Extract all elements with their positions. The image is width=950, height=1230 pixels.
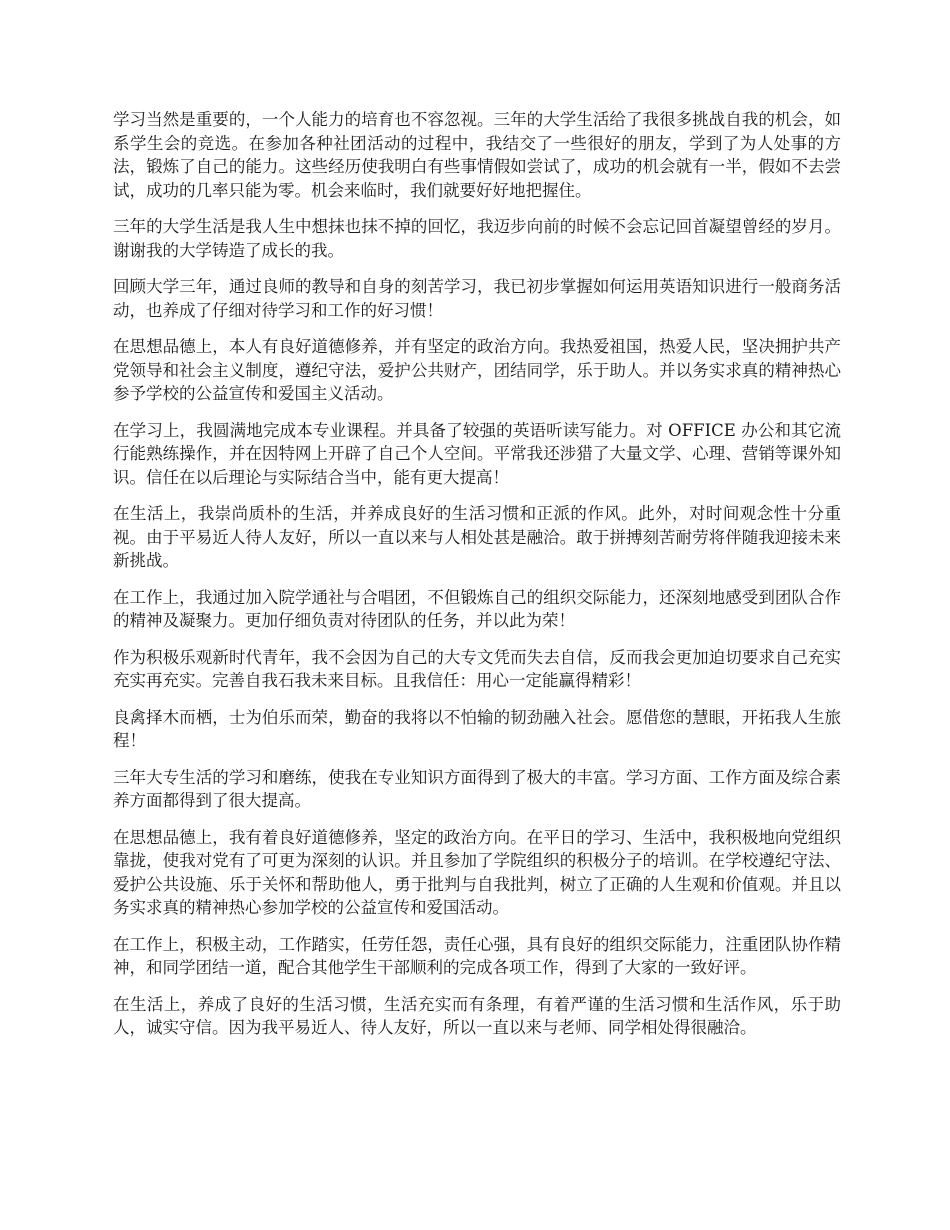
paragraph-8: 作为积极乐观新时代青年，我不会因为自己的大专文凭而失去自信，反而我会更加迫切要求自己充实充实再充实。完善自我石我未来目标。且我信任：用心一定能赢得精彩！ bbox=[113, 647, 841, 690]
paragraph-13: 在生活上，养成了良好的生活习惯，生活充实而有条理，有着严谨的生活习惯和生活作风，乐于助人，诚实守信。因为我平易近人、待人友好，所以一直以来与老师、同学相处得很融洽。 bbox=[113, 994, 841, 1037]
paragraph-6: 在生活上，我崇尚质朴的生活，并养成良好的生活习惯和正派的作风。此外，对时间观念性十分重视。由于平易近人待人友好，所以一直以来与人相处甚是融洽。敢于拼搏刻苦耐劳将伴随我迎接未来新挑战。 bbox=[113, 504, 841, 570]
document-body bbox=[113, 108, 841, 1053]
paragraph-4: 在思想品德上，本人有良好道德修养，并有坚定的政治方向。我热爱祖国，热爱人民，坚决拥护共产党领导和社会主义制度，遵纪守法，爱护公共财产，团结同学，乐于助人。并以务实求真的精神热心参予学校的公益宣传和爱国主义活动。 bbox=[113, 337, 841, 403]
paragraph-11: 在思想品德上，我有着良好道德修养，坚定的政治方向。在平日的学习、生活中，我积极地向党组织靠拢，使我对党有了可更为深刻的认识。并且参加了学院组织的积极分子的培训。在学校遵纪守法、爱护公共设施、乐于关怀和帮助他人，勇于批判与自我批判，树立了正确的人生观和价值观。并且以务实求真的精神热心参加学校的公益宣传和爱国活动。 bbox=[113, 827, 841, 917]
paragraph-1: 学习当然是重要的，一个人能力的培育也不容忽视。三年的大学生活给了我很多挑战自我的机会，如系学生会的竞选。在参加各种社团活动的过程中，我结交了一些很好的朋友，学到了为人处事的方法，锻炼了自己的能力。这些经历使我明白有些事情假如尝试了，成功的机会就有一半，假如不去尝试，成功的几率只能为零。机会来临时，我们就要好好地把握住。 bbox=[113, 110, 841, 200]
paragraph-12: 在工作上，积极主动，工作踏实，任劳任怨，责任心强，具有良好的组织交际能力，注重团队协作精神，和同学团结一道，配合其他学生干部顺利的完成各项工作，得到了大家的一致好评。 bbox=[113, 934, 841, 977]
paragraph-3: 回顾大学三年，通过良师的教导和自身的刻苦学习，我已初步掌握如何运用英语知识进行一般商务活动，也养成了仔细对待学习和工作的好习惯！ bbox=[113, 277, 841, 320]
paragraph-9: 良禽择木而栖，士为伯乐而荣，勤奋的我将以不怕输的韧劲融入社会。愿借您的慧眼，开拓我人生旅程！ bbox=[113, 707, 841, 750]
paragraph-2: 三年的大学生活是我人生中想抹也抹不掉的回忆，我迈步向前的时候不会忘记回首凝望曾经的岁月。谢谢我的大学铸造了成长的我。 bbox=[113, 217, 841, 260]
paragraph-10: 三年大专生活的学习和磨练，使我在专业知识方面得到了极大的丰富。学习方面、工作方面及综合素养方面都得到了很大提高。 bbox=[113, 767, 841, 810]
paragraph-7: 在工作上，我通过加入院学通社与合唱团，不但锻炼自己的组织交际能力，还深刻地感受到团队合作的精神及凝聚力。更加仔细负责对待团队的任务，并以此为荣！ bbox=[113, 587, 841, 630]
paragraph-5: 在学习上，我圆满地完成本专业课程。并具备了较强的英语听读写能力。对 OFFICE 办公和其它流行能熟练操作，并在因特网上开辟了自己个人空间。平常我还涉猎了大量文学、心理、营销等课外知识。信任在以后理论与实际结合当中，能有更大提高！ bbox=[113, 420, 841, 487]
